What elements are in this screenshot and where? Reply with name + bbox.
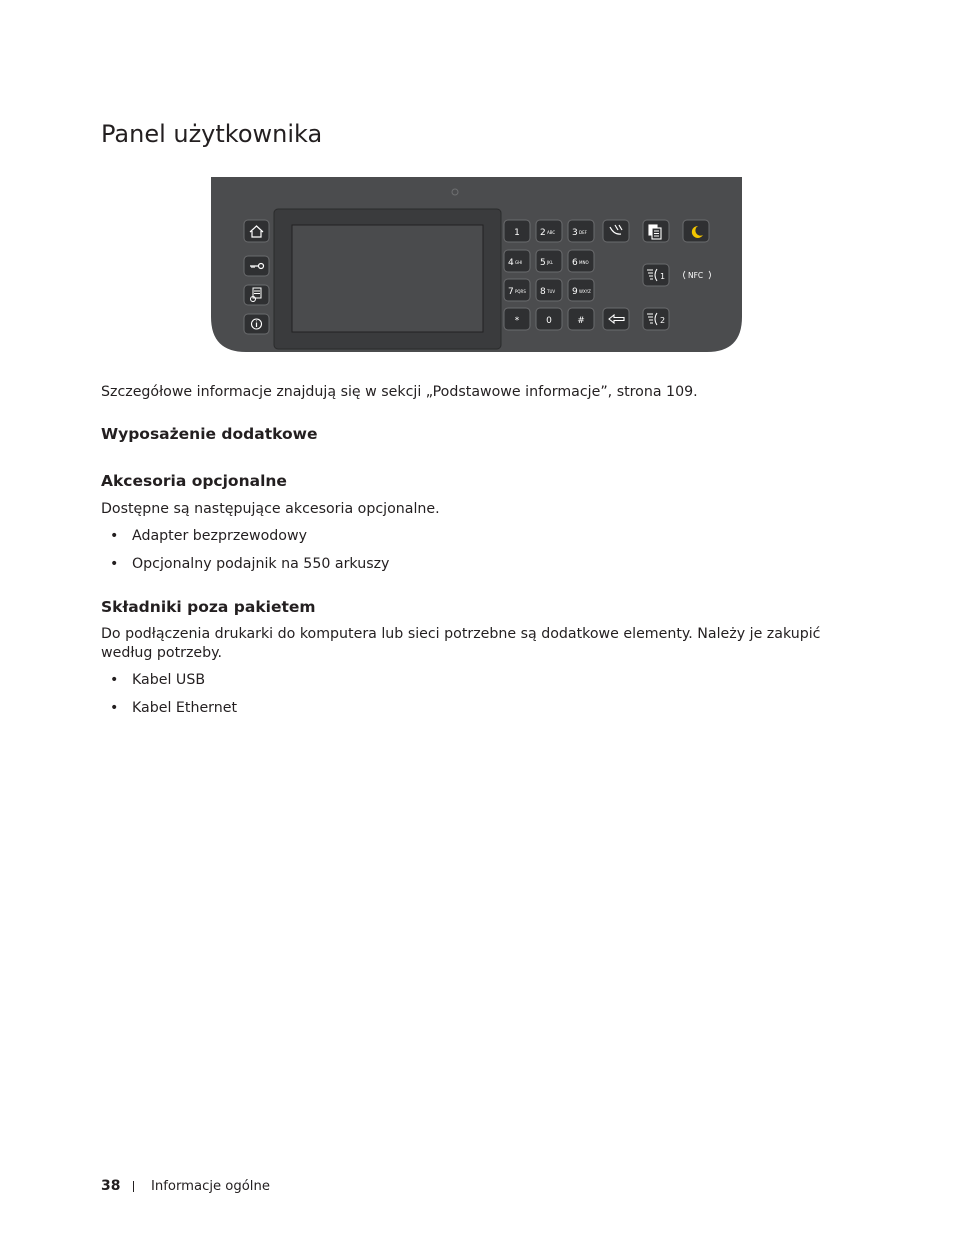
job-status-button: [244, 285, 269, 305]
intro-text: Szczegółowe informacje znajdują się w sekcji „Podstawowe informacje”, strona 109.: [101, 384, 698, 400]
list-item-text: Kabel Ethernet: [132, 700, 238, 716]
keypad-digit: *: [514, 316, 520, 326]
speed-dial-2-label: 2: [660, 316, 666, 325]
keypad-key-star[interactable]: [504, 308, 530, 330]
keypad-key-0[interactable]: [536, 308, 562, 330]
subheading-extras: Składniki poza pakietem: [101, 598, 316, 616]
footer-section-name: Informacje ogólne: [151, 1179, 270, 1194]
keypad-letters: DEF: [579, 230, 587, 235]
keypad-key-8[interactable]: [536, 279, 562, 301]
list-item-text: Adapter bezprzewodowy: [132, 528, 307, 544]
bullet-icon: •: [110, 556, 119, 572]
keypad-digit: 0: [546, 316, 552, 326]
home-button: [244, 220, 269, 242]
speed-dial-2-button: [643, 308, 669, 330]
copy-button: [643, 220, 669, 242]
list-item-text: Kabel USB: [132, 672, 206, 688]
keypad-key-1[interactable]: [504, 220, 530, 242]
keypad-letters: TUV: [547, 289, 556, 294]
keypad-letters: ABC: [547, 230, 556, 235]
speed-dial-1-label: 1: [660, 272, 666, 281]
speed-dial-1-button: [643, 264, 669, 286]
extras-text-line2: według potrzeby.: [101, 645, 223, 661]
keypad-digit: 2: [540, 228, 546, 238]
keypad-letters: PQRS: [515, 289, 526, 294]
info-button: [244, 314, 269, 334]
security-button: [244, 256, 269, 276]
keypad-key-hash[interactable]: [568, 308, 594, 330]
keypad-letters: JKL: [547, 260, 554, 265]
page-title: Panel użytkownika: [101, 120, 323, 148]
bullet-icon: •: [110, 700, 119, 716]
section-heading-optional: Wyposażenie dodatkowe: [101, 425, 318, 443]
keypad-key-7[interactable]: [504, 279, 530, 301]
accessories-text: Dostępne są następujące akcesoria opcjonalne.: [101, 501, 440, 517]
subheading-accessories: Akcesoria opcjonalne: [101, 472, 287, 490]
redial-pause-button: [603, 220, 629, 242]
touch-screen: [292, 225, 483, 332]
keypad-digit: 4: [508, 258, 514, 268]
bullet-icon: •: [110, 528, 119, 544]
control-panel-illustration: [211, 177, 742, 352]
bullet-icon: •: [110, 672, 119, 688]
sleep-button: [683, 220, 709, 242]
keypad-digit: 7: [508, 287, 514, 297]
keypad-digit: 5: [540, 258, 546, 268]
keypad-key-3[interactable]: [568, 220, 594, 242]
backspace-button: [603, 308, 629, 330]
footer-divider: [133, 1181, 134, 1192]
keypad-letters: MNO: [579, 260, 589, 265]
keypad-key-2[interactable]: [536, 220, 562, 242]
keypad-key-4[interactable]: [504, 250, 530, 272]
keypad-key-6[interactable]: [568, 250, 594, 272]
keypad-key-5[interactable]: [536, 250, 562, 272]
list-item-text: Opcjonalny podajnik na 550 arkuszy: [132, 556, 390, 572]
keypad-letters: GHI: [515, 260, 523, 265]
keypad-digit: 9: [572, 287, 578, 297]
extras-text-line1: Do podłączenia drukarki do komputera lub sieci potrzebne są dodatkowe elementy. Należy je zakupić: [101, 626, 821, 642]
keypad-digit: 8: [540, 287, 546, 297]
keypad-letters: WXYZ: [579, 289, 591, 294]
keypad-digit: 1: [514, 228, 520, 238]
page-number: 38: [101, 1178, 121, 1194]
nfc-label: NFC: [688, 271, 704, 280]
keypad-digit: 6: [572, 258, 578, 268]
keypad-digit: 3: [572, 228, 578, 238]
keypad-digit: #: [577, 316, 585, 326]
keypad-key-9[interactable]: [568, 279, 594, 301]
